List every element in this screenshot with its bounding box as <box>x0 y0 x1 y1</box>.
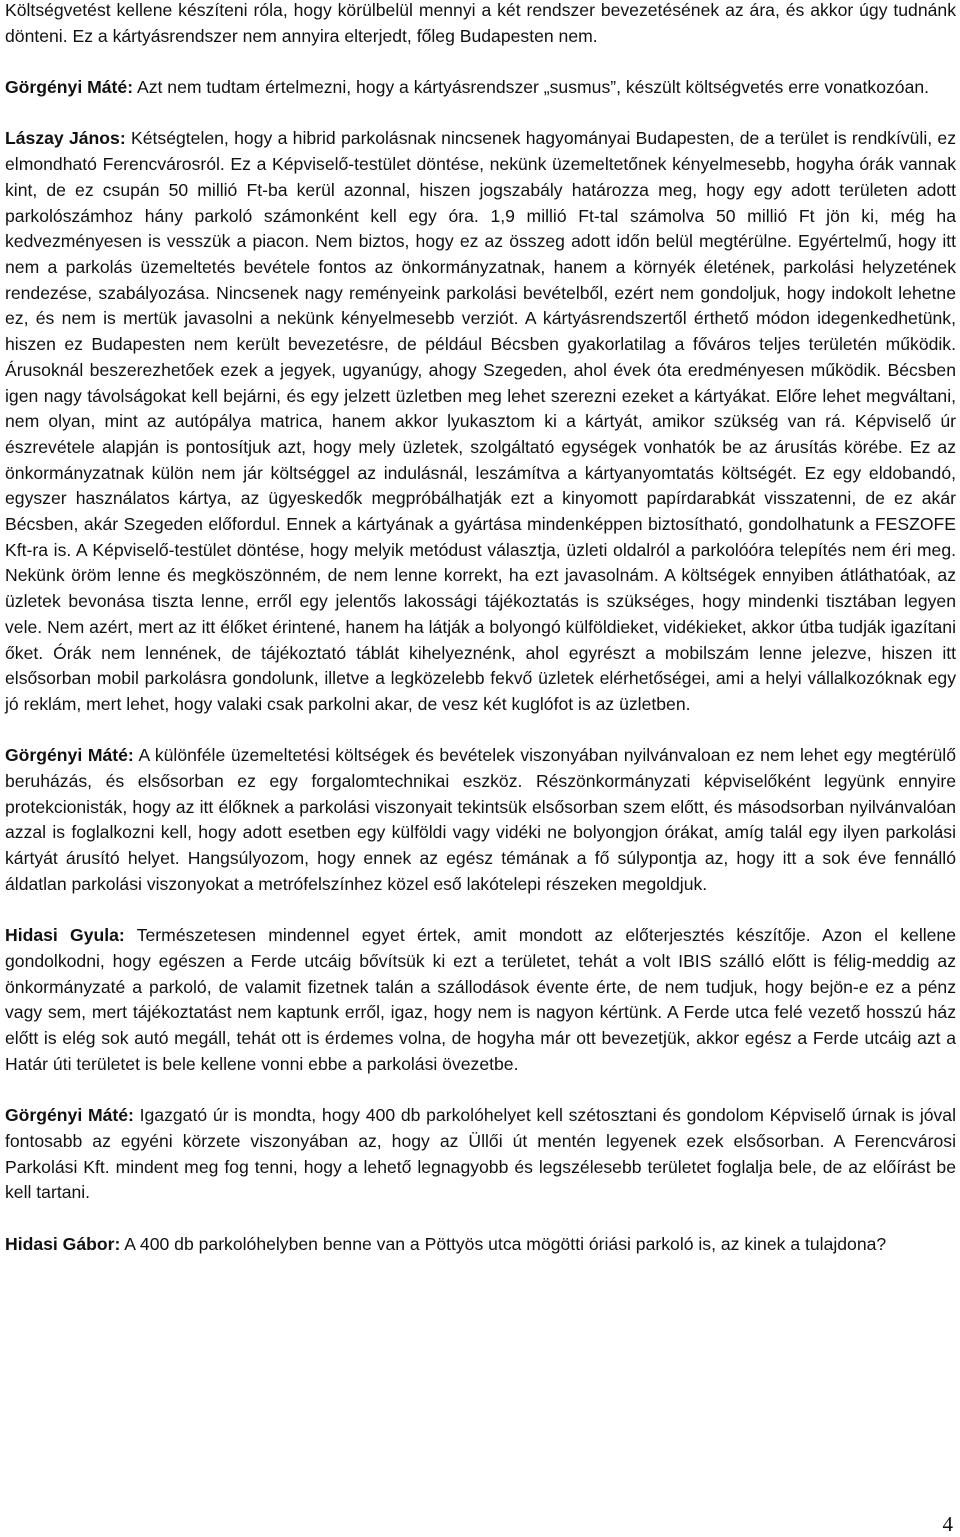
paragraph-intro <box>5 0 956 49</box>
speaker-name: Görgényi Máté: <box>5 745 134 766</box>
paragraph-text: A 400 db parkolóhelyben benne van a Pöttyös utca mögötti óriási parkoló is, az kinek a tulajdona? <box>120 1233 887 1254</box>
speaker-name: Görgényi Máté: <box>5 77 134 98</box>
document-page <box>5 0 956 1257</box>
paragraph-gorgenyi-3 <box>5 1103 956 1206</box>
paragraph-hidasi-gyula <box>5 923 956 1077</box>
speaker-name: Lászay János: <box>5 128 126 149</box>
paragraph-gorgenyi-1 <box>5 75 956 101</box>
paragraph-text: Költségvetést kellene készíteni róla, hogy körülbelül mennyi a két rendszer bevezetésének az ára, és akkor úgy tudnánk dönteni. Ez a kártyásrendszer nem annyira elterjedt, főleg Budapesten nem. <box>5 0 956 46</box>
speaker-name: Hidasi Gyula: <box>5 925 125 946</box>
paragraph-gorgenyi-2 <box>5 743 956 897</box>
paragraph-text: Természetesen mindennel egyet értek, amit mondott az előterjesztés készítője. Azon el kellene gondolkodni, hogy egészen a Ferde utcáig bővítsük ki ezt a területet, tehát a volt IBIS szálló előtt is félig-meddig az önkormányzaté a parkoló, de valamit fizetnek talán a szállodások évente érte, de nem tudjuk, hogy bejön-e ez a pénz vagy sem, mert tájékoztatást nem kaptunk erről, igaz, hogy nem is nagyon kértünk. A Ferde utca felé vezető hosszú ház előtt is elég sok autó megáll, tehát ott is érdemes volna, de hogyha már ott bevezetjük, akkor egész a Ferde utcáig azt a Határ úti területet is bele kellene vonni ebbe a parkolási övezetbe. <box>5 925 956 1074</box>
paragraph-hidasi-gabor <box>5 1232 956 1258</box>
speaker-name: Görgényi Máté: <box>5 1105 134 1126</box>
paragraph-laszay <box>5 126 956 717</box>
paragraph-text: Igazgató úr is mondta, hogy 400 db parkolóhelyet kell szétosztani és gondolom Képviselő úrnak is jóval fontosabb az egyéni körzete viszonyában az, hogy az Üllői út mentén legyenek ezek elsősorban. A Ferencvárosi Parkolási Kft. mindent meg fog tenni, hogy a lehető legnagyobb és legszélesebb területet foglalja bele, de az előírást be kell tartani. <box>5 1105 957 1203</box>
paragraph-text: A különféle üzemeltetési költségek és bevételek viszonyában nyilvánvaloan ez nem lehet egy megtérülő beruházás, és elsősorban ez egy forgalomtechnikai eszköz. Részönkormányzati képviselőként legyünk ennyire protekcionisták, hogy az itt élőknek a parkolási viszonyait tekintsük elsősorban szem előtt, és másodsorban nyilvánvalóan azzal is foglalkozni kell, hogy adott esetben egy külföldi vagy vidéki ne bolyongjon órákat, amíg talál egy ilyen parkolási kártyát árusító helyet. Hangsúlyozom, hogy ennek az egész témának a fő súlypontja az, hogy itt a sok éve fennálló áldatlan parkolási viszonyokat a metrófelszínhez közel eső lakótelepi részeken megoldjuk. <box>5 745 957 894</box>
speaker-name: Hidasi Gábor: <box>5 1233 121 1254</box>
page-number: 4 <box>942 1512 953 1536</box>
paragraph-text: Kétségtelen, hogy a hibrid parkolásnak nincsenek hagyományai Budapesten, de a terület is rendkívüli, ez elmondható Ferencvárosról. Ez a Képviselő-testület döntése, nekünk üzemeltetőnek kényelmesebb, hogyha órák vannak kint, de ez csupán 50 millió Ft-ba kerül azonnal, hiszen jogszabály határozza meg, hogy egy adott területen adott parkolószámhoz hány parkoló számonként kell egy óra. 1,9 millió Ft-tal számolva 50 millió Ft jön ki, még ha kedvezményesen is vesszük a piacon. Nem biztos, hogy ez az összeg adott időn belül megtérülne. Egyértelmű, hogy itt nem a parkolás üzemeltetés bevétele fontos az önkormányzatnak, hanem a környék életének, parkolási helyzetének rendezése, szabályozása. Nincsenek nagy reményeink parkolási bevételből, ezért nem gondoljuk, hogy indokolt lehetne ez, és nem is mertük javasolni a nekünk kényelmesebb verziót. A kártyásrendszertől érthető módon idegenkedhetünk, hiszen ez Budapesten nem került bevezetésre, de például Bécsben gyakorlatilag a főváros teljes területén működik. Árusoknál beszerezhetőek ezek a jegyek, ugyanúgy, ahogy Szegeden, ahol évek óta eredményesen működik. Bécsben igen nagy távolságokat kell bejárni, és egy jelzett üzletben meg lehet szerezni ezeket a kártyákat. Előre lehet megváltani, nem olyan, mint az autópálya matrica, hanem akkor lyukasztom ki a kártyát, amikor szükség van rá. Képviselő úr észrevétele alapján is pontosítjuk azt, hogy mely üzletek, szolgáltató egységek vonhatók be az árusítás körébe. Ez az önkormányzatnak külön nem jár költséggel az indulásnál, leszámítva a kártyanyomtatás költségét. Ez egy eldobandó, egyszer használatos kártya, az ügyeskedők megpróbálhatják ezt a kinyomott papírdarabkát visszatenni, de ez akár Bécsben, akár Szegeden előfordul. Ennek a kártyának a gyártása mindenképpen biztosítható, gondolhatunk a FESZOFE Kft-ra is. A Képviselő-testület döntése, hogy melyik metódust választja, üzleti oldalról a parkolóóra telepítés nem éri meg. Nekünk öröm lenne és megköszönném, de nem lenne korrekt, ha ezt javasolnám. A költségek ennyiben átláthatóak, az üzletek bevonása tiszta lenne, erről egy jelentős lakossági tájékoztatás is szükséges, hogy mindenki tisztában legyen vele. Nem azért, mert az itt élőket érintené, hanem ha látják a bolyongó külföldieket, vidékieket, akkor útba tudják igazítani őket. Órák nem lennének, de tájékoztató táblát kihelyeznénk, ahol egyrészt a mobilszám lenne jelezve, hiszen itt elsősorban mobil parkolásra gondolunk, illetve a legközelebb fekvő üzletek elérhetőségei, ami a helyi vállalkozóknak egy jó reklám, mert lehet, hogy valaki csak parkolni akar, de vesz két kuglófot is az üzletben. <box>5 128 957 714</box>
paragraph-text: Azt nem tudtam értelmezni, hogy a kártyásrendszer „susmus”, készült költségvetés erre vonatkozóan. <box>133 77 930 98</box>
